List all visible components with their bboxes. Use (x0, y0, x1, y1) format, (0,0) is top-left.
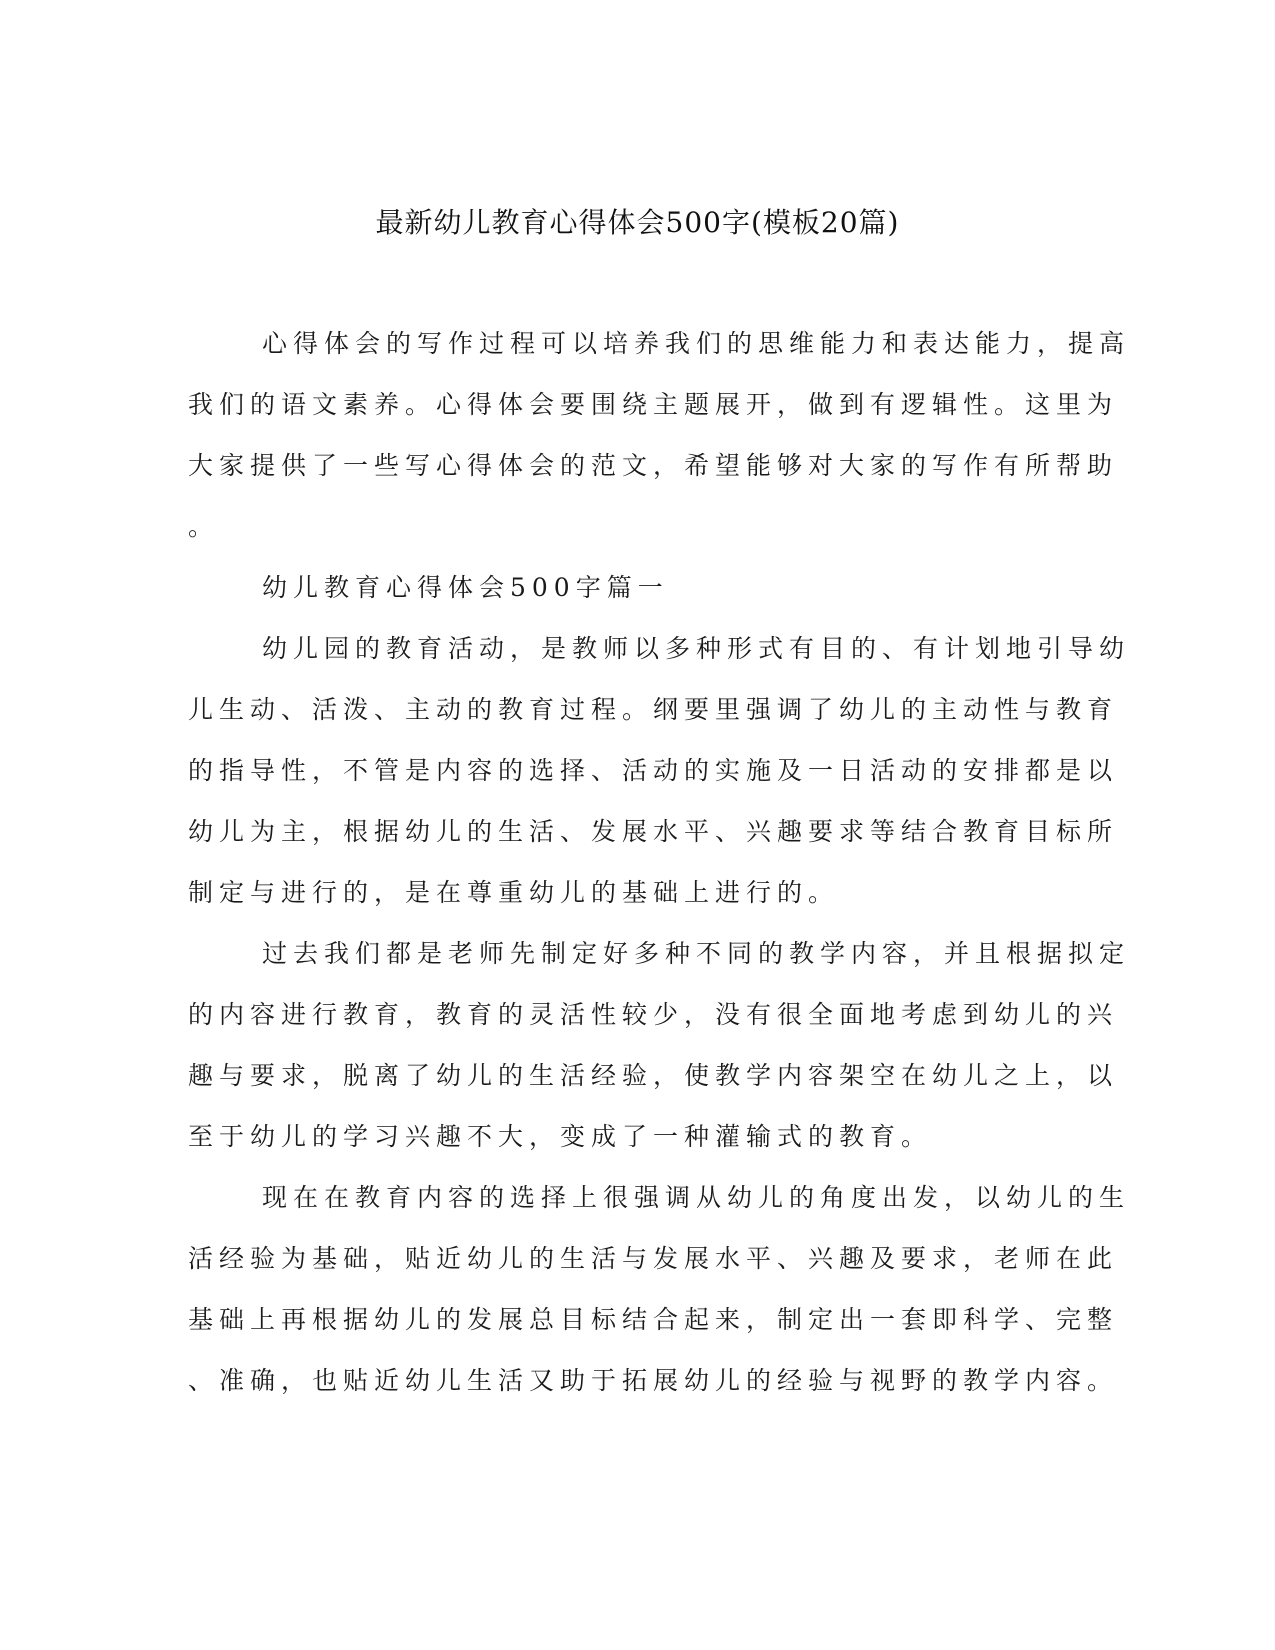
paragraph-line: 大家提供了一些写心得体会的范文，希望能够对大家的写作有所帮助 (188, 451, 1119, 480)
paragraph-line: 基础上再根据幼儿的发展总目标结合起来，制定出一套即科学、完整 (188, 1305, 1119, 1334)
paragraph-line: 趣与要求，脱离了幼儿的生活经验，使教学内容架空在幼儿之上，以 (188, 1061, 1119, 1090)
paragraph-line: 儿生动、活泼、主动的教育过程。纲要里强调了幼儿的主动性与教育 (188, 695, 1119, 724)
paragraph-line: 现在在教育内容的选择上很强调从幼儿的角度出发，以幼儿的生 (262, 1183, 1131, 1212)
intro-paragraph (188, 313, 1131, 557)
section-heading-text: 幼儿教育心得体会500字篇一 (262, 573, 669, 602)
paragraph-line: 至于幼儿的学习兴趣不大，变成了一种灌输式的教育。 (188, 1122, 933, 1151)
body-paragraph (188, 923, 1131, 1167)
paragraph-line: 幼儿园的教育活动，是教师以多种形式有目的、有计划地引导幼 (262, 634, 1131, 663)
paragraph-line: 活经验为基础，贴近幼儿的生活与发展水平、兴趣及要求，老师在此 (188, 1244, 1119, 1273)
paragraph-line: 的指导性，不管是内容的选择、活动的实施及一日活动的安排都是以 (188, 756, 1119, 785)
paragraph-line: 、准确，也贴近幼儿生活又助于拓展幼儿的经验与视野的教学内容。 (188, 1366, 1119, 1395)
section-heading (188, 557, 1074, 618)
paragraph-line: 制定与进行的，是在尊重幼儿的基础上进行的。 (188, 878, 840, 907)
paragraph-line: 幼儿为主，根据幼儿的生活、发展水平、兴趣要求等结合教育目标所 (188, 817, 1119, 846)
paragraph-line: 过去我们都是老师先制定好多种不同的教学内容，并且根据拟定 (262, 939, 1131, 968)
paragraph-line: 。 (188, 512, 220, 541)
document-title: 最新幼儿教育心得体会500字(模板20篇) (375, 206, 900, 239)
body-paragraph (188, 618, 1131, 923)
paragraph-line: 心得体会的写作过程可以培养我们的思维能力和表达能力，提高 (262, 329, 1131, 358)
body-paragraph (188, 1167, 1131, 1411)
document-body (188, 313, 1131, 1411)
paragraph-line: 的内容进行教育，教育的灵活性较少，没有很全面地考虑到幼儿的兴 (188, 1000, 1119, 1029)
paragraph-line: 我们的语文素养。心得体会要围绕主题展开，做到有逻辑性。这里为 (188, 390, 1119, 419)
